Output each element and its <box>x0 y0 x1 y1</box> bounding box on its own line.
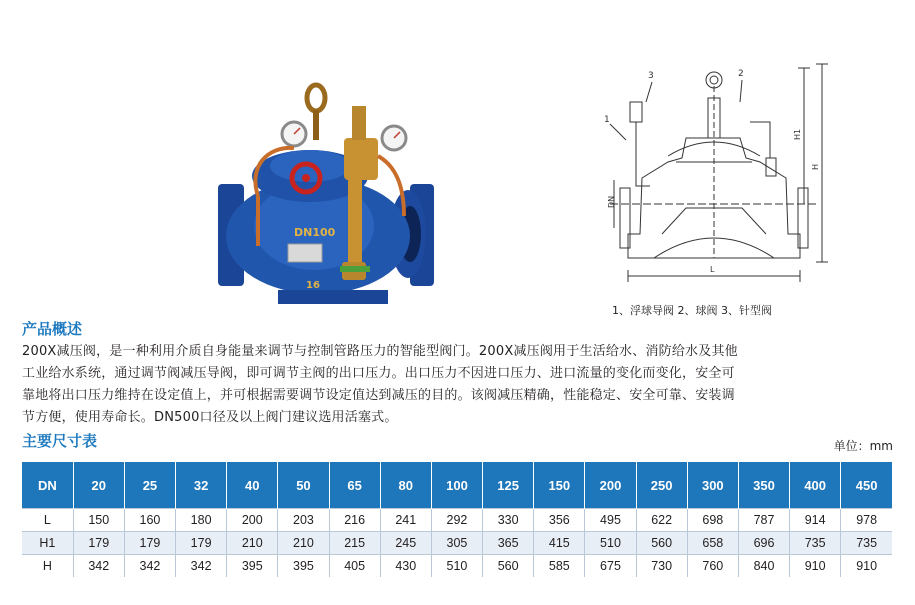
table-cell: 560 <box>483 555 534 578</box>
table-cell: 840 <box>738 555 789 578</box>
table-cell: 150 <box>73 509 124 532</box>
header-cell: 100 <box>431 462 482 509</box>
header-cell: 250 <box>636 462 687 509</box>
description-line: 靠地将出口压力维持在设定值上，并可根据需要调节设定值达到减压的目的。该阀减压精确，性能稳定、安全可靠、安装调 <box>22 388 735 403</box>
table-cell: 356 <box>534 509 585 532</box>
table-cell: 430 <box>380 555 431 578</box>
callout-2-label: 2 <box>738 69 744 79</box>
dim-dn-label: DN <box>607 195 616 208</box>
table-row <box>22 509 892 532</box>
table-cell: 978 <box>841 509 892 532</box>
table-cell: 215 <box>329 532 380 555</box>
header-cell: 450 <box>841 462 892 509</box>
header-cell: 25 <box>124 462 175 509</box>
table-cell: 179 <box>73 532 124 555</box>
description-line: 工业给水系统，通过调节阀减压导阀，即可调节主阀的出口压力。出口压力不因进口压力、进口流量的变化而变化，安全可 <box>22 366 735 381</box>
callout-1-label: 1 <box>604 115 610 125</box>
header-cell-dn: DN <box>22 462 73 509</box>
table-cell: 735 <box>790 532 841 555</box>
dim-h1-label: H1 <box>793 128 802 140</box>
table-row <box>22 555 892 578</box>
header-cell: 125 <box>483 462 534 509</box>
table-cell: 658 <box>687 532 738 555</box>
dimensions-heading: 主要尺寸表 <box>22 432 98 450</box>
table-cell: 179 <box>176 532 227 555</box>
table-cell: 203 <box>278 509 329 532</box>
table-cell: 210 <box>278 532 329 555</box>
header-cell: 350 <box>738 462 789 509</box>
header-cell: 200 <box>585 462 636 509</box>
table-cell: 292 <box>431 509 482 532</box>
table-cell: 342 <box>124 555 175 578</box>
row-header-cell: L <box>22 509 73 532</box>
table-cell: 622 <box>636 509 687 532</box>
table-cell: 787 <box>738 509 789 532</box>
table-cell: 675 <box>585 555 636 578</box>
table-cell: 365 <box>483 532 534 555</box>
table-cell: 510 <box>585 532 636 555</box>
valve-section-drawing <box>590 58 840 288</box>
table-cell: 696 <box>738 532 789 555</box>
row-header-cell: H <box>22 555 73 578</box>
row-header-cell: H1 <box>22 532 73 555</box>
table-cell: 698 <box>687 509 738 532</box>
description-line: 200X减压阀，是一种利用介质自身能量来调节与控制管路压力的智能型阀门。200X减压阀用于生活给水、消防给水及其他 <box>22 344 738 359</box>
dimensions-table <box>22 462 892 577</box>
body-mark-text: DN100 <box>294 226 336 239</box>
table-cell: 241 <box>380 509 431 532</box>
table-cell: 910 <box>841 555 892 578</box>
header-cell: 20 <box>73 462 124 509</box>
table-header-row <box>22 462 892 509</box>
table-cell: 415 <box>534 532 585 555</box>
table-cell: 560 <box>636 532 687 555</box>
table-cell: 510 <box>431 555 482 578</box>
table-cell: 216 <box>329 509 380 532</box>
header-cell: 150 <box>534 462 585 509</box>
header-cell: 65 <box>329 462 380 509</box>
table-cell: 760 <box>687 555 738 578</box>
diagram-legend: 1、浮球导阀 2、球阀 3、针型阀 <box>612 304 772 317</box>
description-line: 节方便，使用寿命长。DN500口径及以上阀门建议选用活塞式。 <box>22 410 398 425</box>
table-cell: 342 <box>176 555 227 578</box>
header-cell: 80 <box>380 462 431 509</box>
table-cell: 495 <box>585 509 636 532</box>
valve-photo <box>218 76 434 308</box>
header-cell: 40 <box>227 462 278 509</box>
table-cell: 405 <box>329 555 380 578</box>
table-cell: 245 <box>380 532 431 555</box>
dim-h-label: H <box>811 163 820 170</box>
table-cell: 160 <box>124 509 175 532</box>
header-cell: 400 <box>790 462 841 509</box>
header-cell: 50 <box>278 462 329 509</box>
overview-heading: 产品概述 <box>22 320 83 338</box>
table-cell: 735 <box>841 532 892 555</box>
table-cell: 395 <box>278 555 329 578</box>
overview-description <box>22 341 896 429</box>
table-cell: 179 <box>124 532 175 555</box>
table-row <box>22 532 892 555</box>
table-cell: 730 <box>636 555 687 578</box>
table-cell: 910 <box>790 555 841 578</box>
header-cell: 32 <box>176 462 227 509</box>
table-cell: 180 <box>176 509 227 532</box>
table-cell: 330 <box>483 509 534 532</box>
table-cell: 342 <box>73 555 124 578</box>
dim-l-label: L <box>710 265 715 274</box>
pressure-mark-text: 16 <box>306 280 320 291</box>
unit-label: 单位：mm <box>833 439 893 453</box>
table-cell: 210 <box>227 532 278 555</box>
table-cell: 585 <box>534 555 585 578</box>
callout-3-label: 3 <box>648 71 654 81</box>
table-cell: 305 <box>431 532 482 555</box>
table-cell: 200 <box>227 509 278 532</box>
header-cell: 300 <box>687 462 738 509</box>
table-cell: 395 <box>227 555 278 578</box>
table-cell: 914 <box>790 509 841 532</box>
